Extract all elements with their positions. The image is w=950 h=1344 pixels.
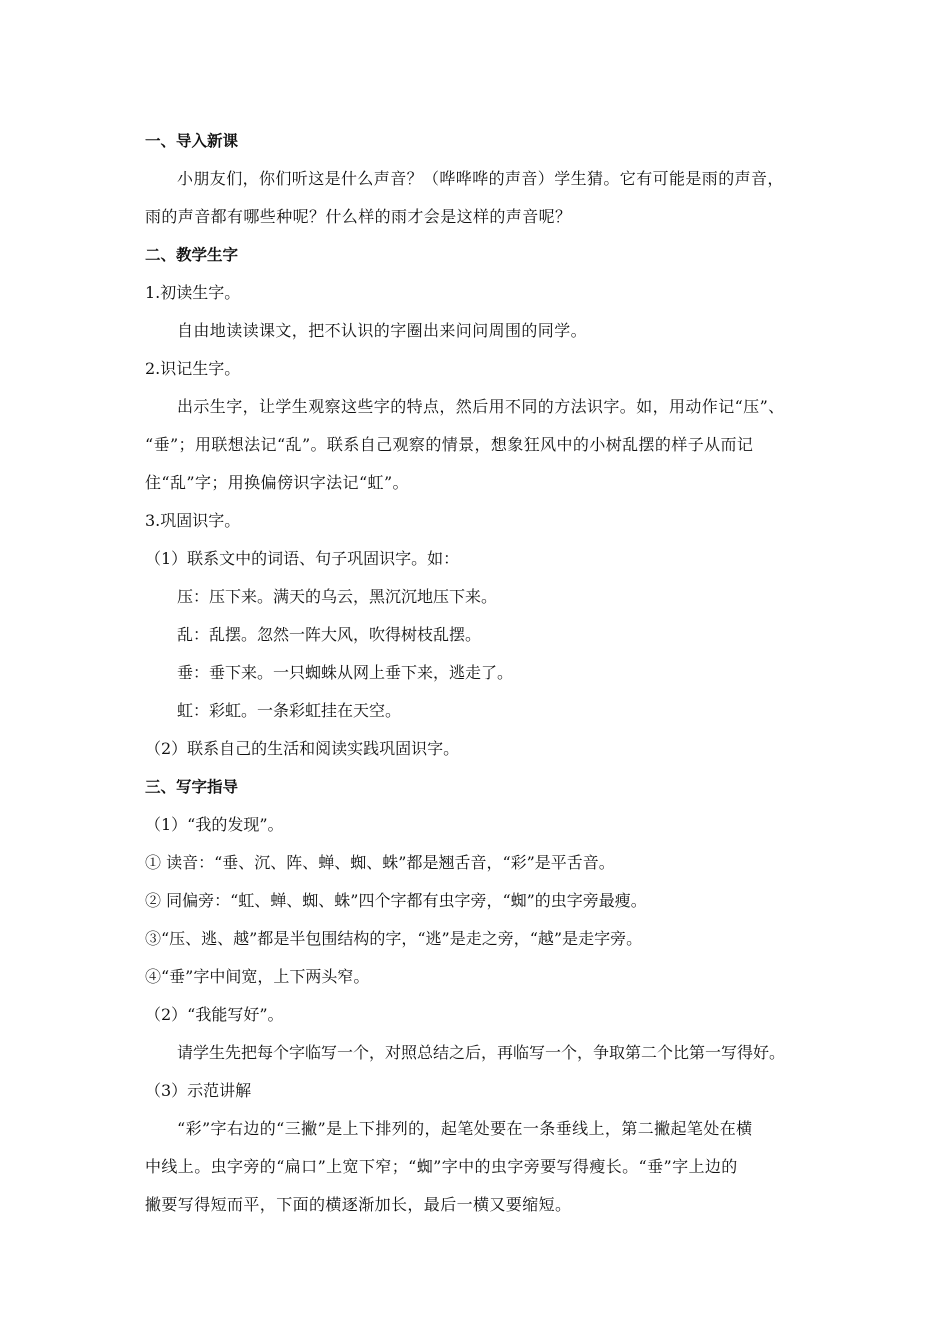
item2-line1: 出示生字，让学生观察这些字的特点，然后用不同的方法识字。如，用动作记“压”、 [177,397,785,416]
finding-line: ① 读音：“垂、沉、阵、蝉、蜘、蛛”都是翘舌音，“彩”是平舌音。 [145,853,615,872]
section3-sub3: （3）示范讲解 [145,1081,252,1100]
section3-sub2-text: 请学生先把每个字临写一个，对照总结之后，再临写一个，争取第二个比第一写得好。 [177,1043,786,1062]
section3-sub1: （1）“我的发现”。 [145,815,284,834]
item3-title: 3.巩固识字。 [145,511,241,530]
example-line: 乱：乱摆。忽然一阵大风，吹得树枝乱摆。 [177,625,482,644]
item2-line2: “垂”；用联想法记“乱”。联系自己观察的情景，想象狂风中的小树乱摆的样子从而记 [145,435,754,454]
example-line: 压：压下来。满天的乌云，黑沉沉地压下来。 [177,587,498,606]
section3-sub2: （2）“我能写好”。 [145,1005,284,1024]
demo-line3: 撇要写得短而平，下面的横逐渐加长，最后一横又要缩短。 [145,1195,572,1214]
item3-sub1: （1）联系文中的词语、句子巩固识字。如： [145,549,460,568]
finding-line: ② 同偏旁：“虹、蝉、蜘、蛛”四个字都有虫字旁，“蜘”的虫字旁最瘦。 [145,891,647,910]
demo-line2: 中线上。虫字旁的“扁口”上宽下窄；“蜘”字中的虫字旁要写得瘦长。“垂”字上边的 [145,1157,738,1176]
section1-para-line1: 小朋友们，你们听这是什么声音？（哗哗哗的声音）学生猜。它有可能是雨的声音， [177,169,784,188]
section3-heading: 三、写字指导 [145,778,239,796]
item2-title: 2.识记生字。 [145,359,241,378]
finding-line: ④“垂”字中间宽，上下两头窄。 [145,967,370,986]
item1-title: 1.初读生字。 [145,283,241,302]
item3-sub2: （2）联系自己的生活和阅读实践巩固识字。 [145,739,460,758]
section2-heading: 二、教学生字 [145,246,239,264]
item2-line3: 住“乱”字；用换偏傍识字法记“虹”。 [145,473,409,492]
demo-line1: “彩”字右边的“三撇”是上下排列的，起笔处要在一条垂线上，第二撇起笔处在横 [177,1119,753,1138]
example-line: 垂：垂下来。一只蜘蛛从网上垂下来，逃走了。 [177,663,514,682]
finding-line: ③“压、逃、越”都是半包围结构的字，“逃”是走之旁，“越”是走字旁。 [145,929,643,948]
item1-text: 自由地读读课文，把不认识的字圈出来问问周围的同学。 [177,321,588,340]
section1-heading: 一、导入新课 [145,132,239,150]
lesson-content [145,122,815,1224]
example-line: 虹：彩虹。一条彩虹挂在天空。 [177,701,402,720]
section1-para-line2: 雨的声音都有哪些种呢？什么样的雨才会是这样的声音呢？ [145,207,572,226]
